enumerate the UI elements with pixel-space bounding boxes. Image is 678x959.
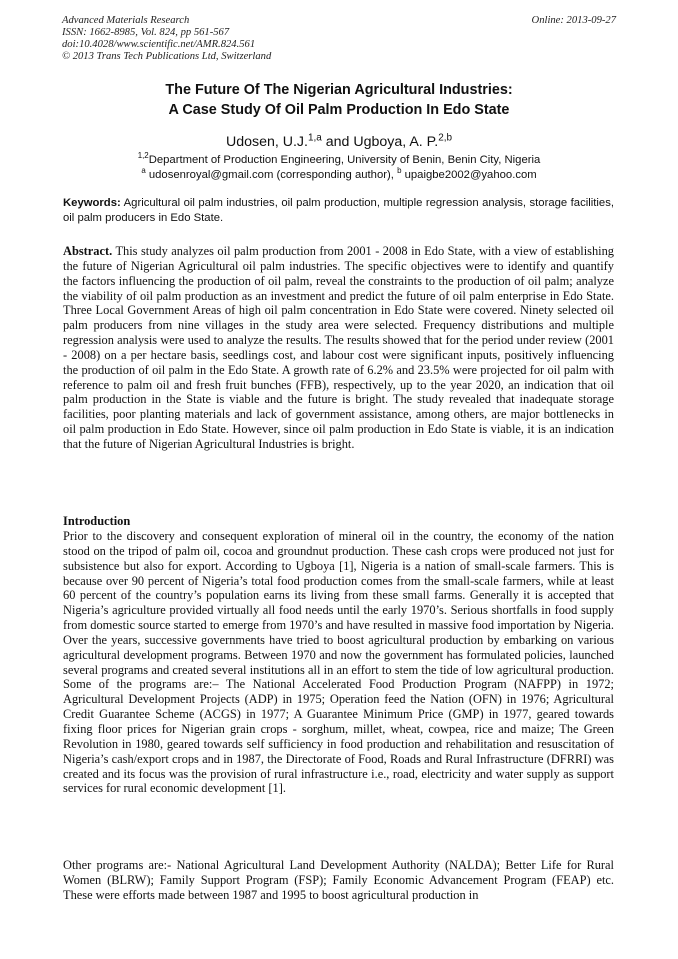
doi-line: doi:10.4028/www.scientific.net/AMR.824.561 xyxy=(62,39,256,50)
journal-header xyxy=(62,15,271,63)
email-b: upaigbe2002@yahoo.com xyxy=(401,169,537,181)
introduction-paragraph-2: Other programs are:- National Agricultural Land Development Authority (NALDA); Better Life for Rural Women (BLRW); Family Support Program (FSP); Family Economic Advancement Program (FEAP) etc. These were efforts made between 1987 and 1995 to boost agricultural production in xyxy=(63,858,614,902)
affiliation-sup: 1,2 xyxy=(137,151,149,161)
journal-name: Advanced Materials Research xyxy=(62,15,190,26)
affiliation-dept: Department of Production Engineering, University of Benin, Benin City, Nigeria xyxy=(148,154,541,166)
introduction-paragraph-1: Prior to the discovery and consequent exploration of mineral oil in the country, the economy of the nation stood on the tripod of palm oil, cocoa and groundnut production. These cash crops were produced not just for subsistence but also for export. According to Ugboya [1], Nigeria is a nation of small-scale farmers. This is because over 90 percent of Nigeria’s total food production comes from the small-scale farmers, while at least 60 percent of the country’s population earns its living from these small farms. Generally it is accepted that Nigeria’s agriculture provided virtually all food needs until the early 1970’s. Serious shortfalls in food supply from domestic source started to emerge from 1970’s and have resulted in massive food importation by Nigeria. Over the years, successive governments have tried to boost agricultural production by embarking on various agricultural development programs. Between 1970 and now the government has formulated policies, launched several programs and created several institutions all in an effort to stem the tide of low agricultural production. Some of the programs are:– The National Accelerated Food Production Program (NAFPP) in 1972; Agricultural Development Projects (ADP) in 1975; Operation feed the Nation (OFN) in 1976; Agricultural Credit Guarantee Scheme (ACGS) in 1977; A Guarantee Minimum Price (GMP) in 1977, geared towards fixing floor prices for Nigerian grain crops - sorghum, millet, wheat, cowpea, rice and maize; The Green Revolution in 1980, geared towards self sufficiency in food production and rehabilitation and resuscitation of Nigeria’s cash/export crops and in 1987, the Directorate of Food, Roads and Rural Infrastructure (DFRRI) was created and its focus was the provision of rural infrastructure i.e., road, electricity and water supply as support services for rural economic development [1]. xyxy=(63,529,614,796)
abstract xyxy=(63,244,614,452)
email-line xyxy=(0,168,678,183)
author-2-sup: 2,b xyxy=(438,132,453,144)
abstract-label: Abstract. xyxy=(63,244,113,258)
online-date: Online: 2013-09-27 xyxy=(531,15,616,26)
email-a-sup: a xyxy=(141,166,146,176)
paper-title xyxy=(40,80,638,120)
affiliation-block xyxy=(0,153,678,183)
affiliation-line xyxy=(0,153,678,168)
keywords-label: Keywords: xyxy=(63,197,121,209)
keywords xyxy=(63,196,614,225)
author-line xyxy=(0,133,678,151)
introduction-heading: Introduction xyxy=(63,514,131,528)
author-2: Ugboya, A. P. xyxy=(353,134,439,150)
title-line-1: The Future Of The Nigerian Agricultural Industries: xyxy=(165,82,513,98)
issn-line: ISSN: 1662-8985, Vol. 824, pp 561-567 xyxy=(62,27,230,38)
email-a: udosenroyal@gmail.com (corresponding author), xyxy=(145,169,398,181)
copyright-line: © 2013 Trans Tech Publications Ltd, Switzerland xyxy=(62,51,272,62)
author-1: Udosen, U.J. xyxy=(225,134,308,150)
abstract-text: This study analyzes oil palm production from 2001 - 2008 in Edo State, with a view of establishing the future of Nigerian Agricultural oil palm industries. The specific objectives were to identify and quantify the factors influencing the production of oil palm, reveal the constraints to the production of oil palm; analyze the viability of oil palm production as an investment and predict the future of oil palm enterprise in Edo State. Three Local Government Areas of high oil palm concentration in Edo State were covered. Ninety selected oil palm producers from nine villages in the study area were selected. Frequency distributions and multiple regression analysis were used to analyze the results. The results showed that for the period under review (2001 - 2008) on a per hectare basis, seedlings cost, and labour cost were significant inputs, positively influencing the production of oil palm in the Edo State. A growth rate of 6.2% and 23.5% were projected for oil palm with reference to palm oil and fresh fruit bunches (FFB), respectively, up to the year 2020, an indication that oil palm production in the State is viable and the future is bright. The study revealed that inadequate storage facilities, poor planting materials and lack of government assistance, among others, are major bottlenecks in oil palm production in Edo State. However, since oil palm production in Edo State is viable, it is an indication that the future of Nigerian Agricultural Industries is bright. xyxy=(63,244,614,451)
author-1-sup: 1,a xyxy=(307,132,322,144)
title-line-2: A Case Study Of Oil Palm Production In Edo State xyxy=(168,102,510,118)
keywords-text: Agricultural oil palm industries, oil palm production, multiple regression analysis, storage facilities, oil palm producers in Edo State. xyxy=(63,197,614,224)
email-b-sup: b xyxy=(397,166,402,176)
author-joiner: and xyxy=(321,134,354,150)
